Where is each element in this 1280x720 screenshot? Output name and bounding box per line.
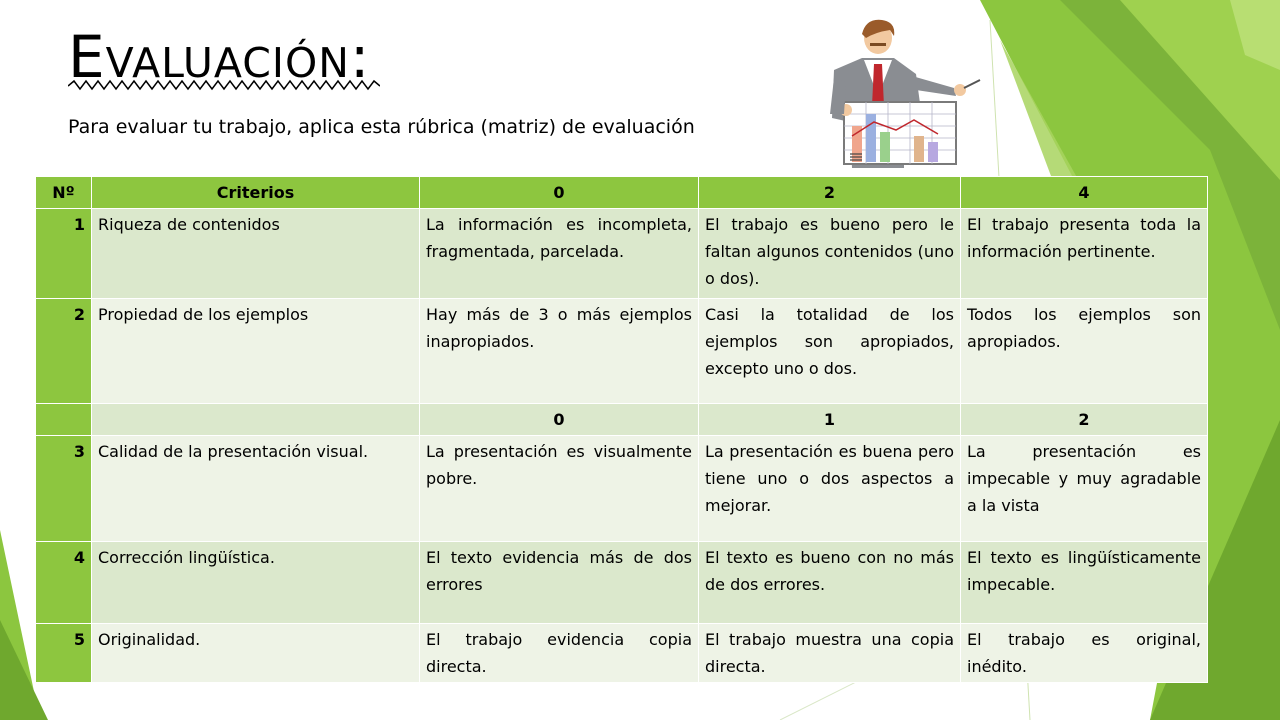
table-row — [36, 542, 1208, 624]
row-number: 4 — [36, 542, 92, 624]
level-cell: La presentación es impecable y muy agradable a la vista — [961, 436, 1208, 542]
header-score-2: 2 — [699, 177, 961, 209]
row-number: 3 — [36, 436, 92, 542]
criterion-cell: Calidad de la presentación visual. — [92, 436, 420, 542]
level-cell: La presentación es visualmente pobre. — [420, 436, 699, 542]
row-number: 1 — [36, 209, 92, 299]
header-num: Nº — [36, 177, 92, 209]
table-row — [36, 624, 1208, 683]
header-score-4: 4 — [961, 177, 1208, 209]
presenter-with-chart-icon — [804, 18, 984, 178]
title-underline — [68, 79, 380, 93]
level-cell: Hay más de 3 o más ejemplos inapropiados. — [420, 299, 699, 404]
evaluation-rubric-table — [35, 176, 1208, 683]
level-cell: El trabajo muestra una copia directa. — [699, 624, 961, 683]
subscale-score-0: 0 — [420, 404, 699, 436]
level-cell: El trabajo es original, inédito. — [961, 624, 1208, 683]
table-row — [36, 209, 1208, 299]
slide-subtitle: Para evaluar tu trabajo, aplica esta rúbrica (matriz) de evaluación — [68, 116, 695, 138]
level-cell: Casi la totalidad de los ejemplos son apropiados, excepto uno o dos. — [699, 299, 961, 404]
header-criterios: Criterios — [92, 177, 420, 209]
level-cell: Todos los ejemplos son apropiados. — [961, 299, 1208, 404]
criterion-cell: Propiedad de los ejemplos — [92, 299, 420, 404]
criterion-cell: Corrección lingüística. — [92, 542, 420, 624]
header-score-0: 0 — [420, 177, 699, 209]
table-row — [36, 299, 1208, 404]
level-cell: El texto es bueno con no más de dos errores. — [699, 542, 961, 624]
criterion-cell: Originalidad. — [92, 624, 420, 683]
level-cell: El texto es lingüísticamente impecable. — [961, 542, 1208, 624]
level-cell: El trabajo es bueno pero le faltan algunos contenidos (uno o dos). — [699, 209, 961, 299]
subscale-empty-num — [36, 404, 92, 436]
subscale-score-2: 2 — [961, 404, 1208, 436]
row-number: 5 — [36, 624, 92, 683]
slide-title: Evaluación: — [68, 23, 371, 91]
level-cell: El trabajo evidencia copia directa. — [420, 624, 699, 683]
subscale-header-row — [36, 404, 1208, 436]
table-row — [36, 436, 1208, 542]
level-cell: El trabajo presenta toda la información pertinente. — [961, 209, 1208, 299]
table-header-row — [36, 177, 1208, 209]
level-cell: La información es incompleta, fragmentada, parcelada. — [420, 209, 699, 299]
level-cell: La presentación es buena pero tiene uno o dos aspectos a mejorar. — [699, 436, 961, 542]
level-cell: El texto evidencia más de dos errores — [420, 542, 699, 624]
subscale-empty-criterion — [92, 404, 420, 436]
row-number: 2 — [36, 299, 92, 404]
subscale-score-1: 1 — [699, 404, 961, 436]
criterion-cell: Riqueza de contenidos — [92, 209, 420, 299]
